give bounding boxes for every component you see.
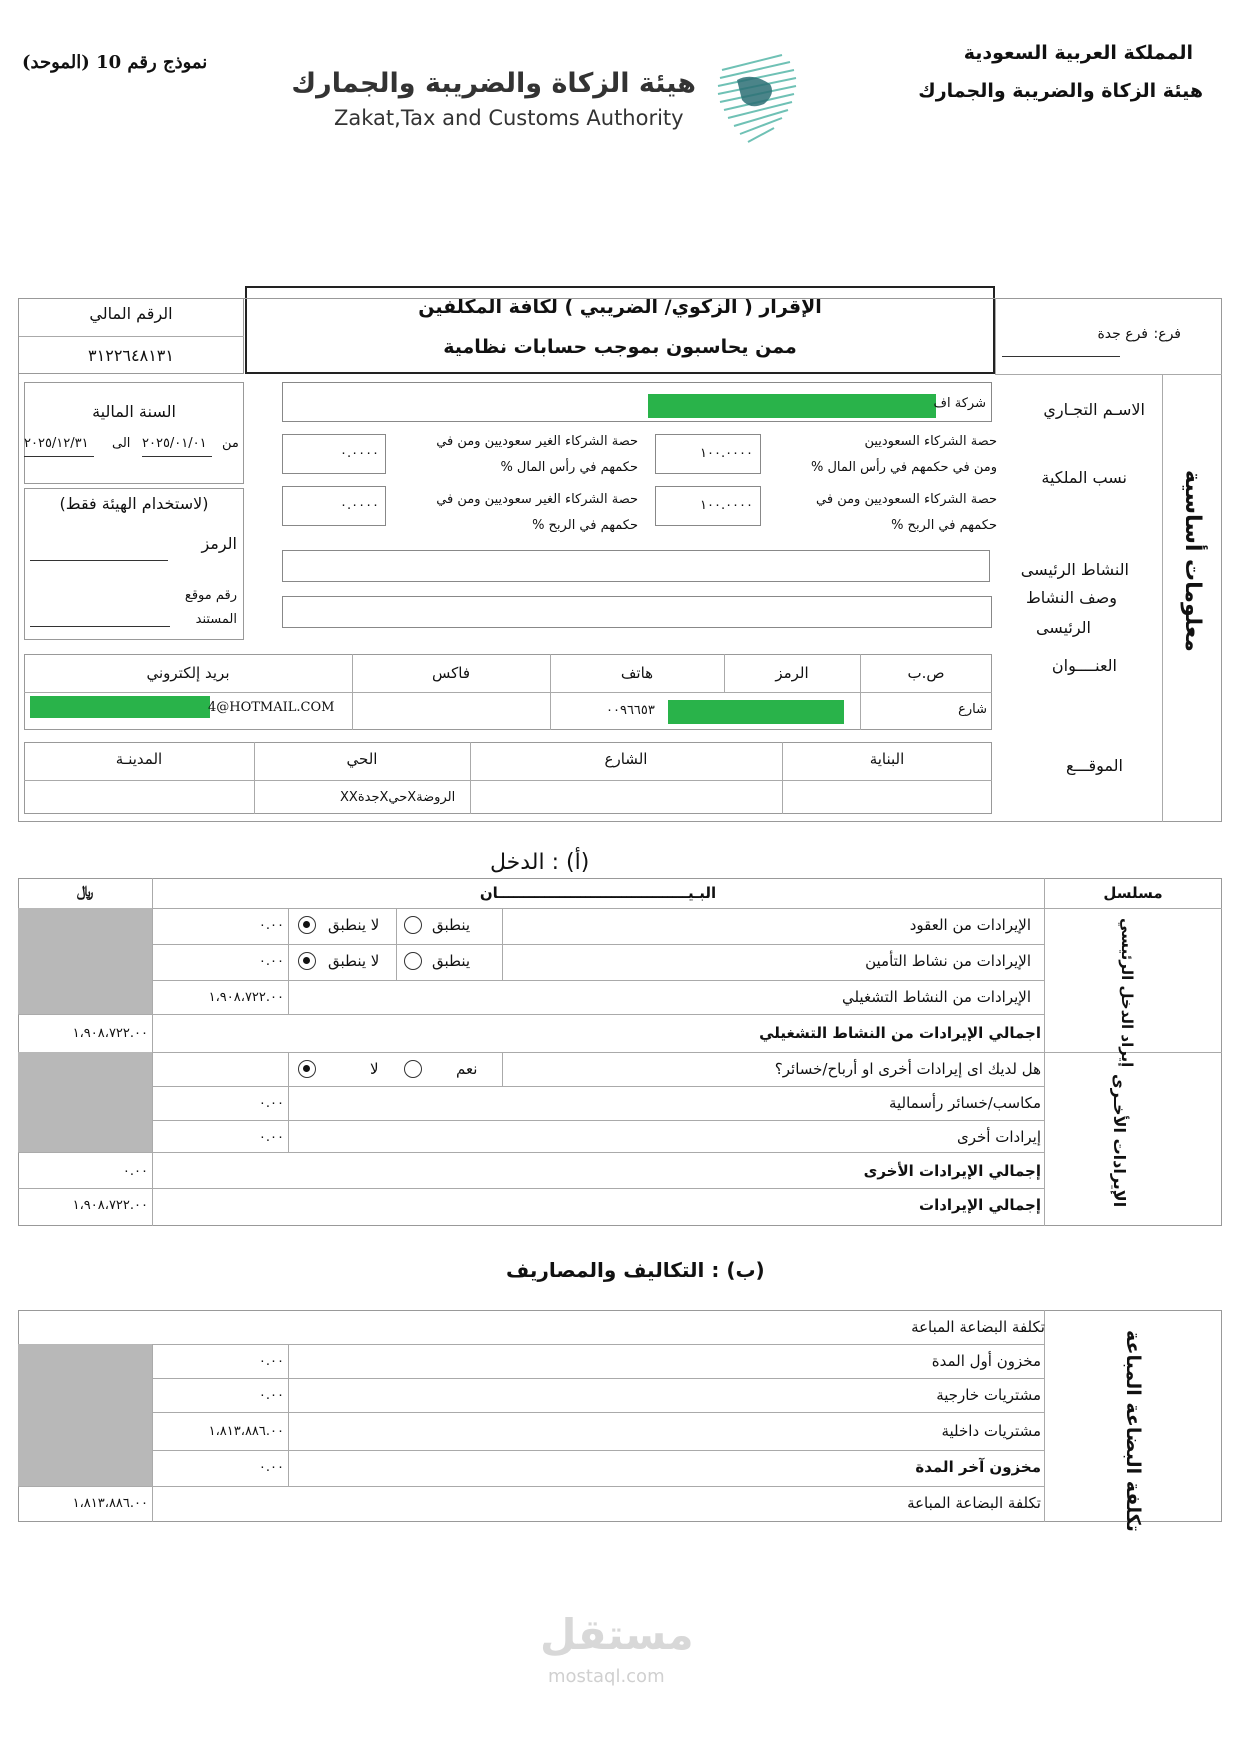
row2-applies-radio[interactable] xyxy=(404,952,422,970)
form-number: نموذج رقم 10 (الموحد) xyxy=(22,52,208,73)
income-row-4-value: ١،٩٠٨،٧٢٢.٠٠ xyxy=(72,1026,148,1041)
row2-applies-label: ينطبق xyxy=(432,952,471,970)
costs-row-4-value: ١،٨١٣،٨٨٦.٠٠ xyxy=(208,1424,284,1439)
zatca-logo-icon xyxy=(712,50,802,150)
kingdom-label: المملكة العربية السعودية xyxy=(963,42,1193,64)
title-line1: الإقرار ( الزكوي/ الضريبي ) لكافة المكلفين xyxy=(418,296,822,318)
income-row-3-value: ١،٩٠٨،٧٢٢.٠٠ xyxy=(208,990,284,1005)
watermark-ar: مستقل xyxy=(540,1610,694,1659)
non-saudi-profit-value: ٠.٠٠٠٠ xyxy=(340,498,380,513)
income-row-2-value: ٠.٠٠ xyxy=(258,954,284,969)
fiscal-year-box xyxy=(24,382,244,484)
non-saudi-capital-label-1: حصة الشركاء الغير سعوديين ومن في xyxy=(436,434,638,449)
costs-row-5-value: ٠.٠٠ xyxy=(258,1460,284,1475)
main-income-group-label: إيراد الدخل الرئيسي xyxy=(1118,918,1136,1068)
costs-row-6-label: تكلفة البضاعة المباعة xyxy=(907,1494,1041,1512)
non-saudi-capital-value: ٠.٠٠٠٠ xyxy=(340,446,380,461)
costs-title: (ب) : التكاليف والمصاريف xyxy=(506,1258,765,1282)
costs-row-2-label: مخزون أول المدة xyxy=(931,1352,1041,1370)
branch-value: فرع جدة xyxy=(1097,326,1148,342)
saudi-capital-label-1: حصة الشركاء السعوديين xyxy=(864,434,997,449)
no-label: لا xyxy=(370,1060,379,1078)
to-label: الى xyxy=(112,436,131,451)
costs-row-2-value: ٠.٠٠ xyxy=(258,1354,284,1369)
income-row-4-label: اجمالي الإيرادات من النشاط التشغيلي xyxy=(759,1024,1041,1042)
costs-row-3-label: مشتريات خارجية xyxy=(936,1386,1041,1404)
fiscal-year-label: السنة المالية xyxy=(92,402,176,421)
code-label: الرمز xyxy=(201,534,237,553)
income-title: (أ) : الدخل xyxy=(490,850,590,875)
from-label: من xyxy=(222,436,239,451)
income-row-6-label: مكاسب/خسائر رأسمالية xyxy=(888,1094,1041,1112)
postal-code-header: الرمز xyxy=(775,664,809,682)
currency-header: ﷼ xyxy=(76,882,94,900)
statement-header: البـيـــــــــــــــــــــــــــــــــــــان xyxy=(479,884,717,902)
main-activity-input[interactable] xyxy=(282,550,990,582)
income-row-7-label: إيرادات أخرى xyxy=(957,1128,1041,1146)
doc-location-label-1: رقم موقع xyxy=(184,588,237,603)
tax-number-value: ٣١٢٢٦٤٨١٣١ xyxy=(88,346,174,365)
fax-header: فاكس xyxy=(431,664,470,682)
phone-value[interactable]: ٠٠٩٦٦٥٣ xyxy=(606,703,655,718)
title-line2: ممن يحاسبون بموجب حسابات نظامية xyxy=(443,336,797,358)
branch-label: فرع: xyxy=(1153,326,1181,342)
to-date[interactable]: ٢٠٢٥/١٢/٣١ xyxy=(24,436,89,451)
income-row-1-value: ٠.٠٠ xyxy=(258,918,284,933)
activity-desc-label-1: وصف النشاط xyxy=(1025,588,1117,607)
serial-header: مسلسل xyxy=(1103,884,1163,902)
email-header: بريد إلكتروني xyxy=(146,664,230,682)
costs-row-5-label: مخزون آخر المدة xyxy=(915,1458,1041,1476)
location-label: الموقـــع xyxy=(1065,756,1123,775)
po-box-header: ص.ب xyxy=(907,664,945,682)
row1-applies-radio[interactable] xyxy=(404,916,422,934)
costs-row-3-value: ٠.٠٠ xyxy=(258,1388,284,1403)
watermark-en: mostaql.com xyxy=(548,1666,665,1687)
income-row-8-label: إجمالي الإيرادات الأخرى xyxy=(863,1162,1041,1180)
district-value[interactable]: XXجدةXحيXالروضة xyxy=(340,790,456,805)
costs-row-1-label: تكلفة البضاعة المباعة xyxy=(911,1318,1045,1336)
ownership-label: نسب الملكية xyxy=(1041,468,1127,487)
building-header: البناية xyxy=(869,750,905,768)
trade-name-value: شركة اف xyxy=(933,396,986,411)
authority-name-right: هيئة الزكاة والضريبة والجمارك xyxy=(918,80,1203,102)
saudi-profit-value: ١٠٠.٠٠٠٠ xyxy=(700,498,754,513)
saudi-capital-value: ١٠٠.٠٠٠٠ xyxy=(700,446,754,461)
saudi-profit-label-2: حكمهم في الربح % xyxy=(891,518,997,533)
yes-label: نعم xyxy=(456,1060,478,1078)
phone-header: هاتف xyxy=(620,664,654,682)
income-row-7-value: ٠.٠٠ xyxy=(258,1130,284,1145)
authority-name-en: Zakat,Tax and Customs Authority xyxy=(334,106,684,130)
activity-desc-input[interactable] xyxy=(282,596,992,628)
income-row-3-label: الإيرادات من النشاط التشغيلي xyxy=(841,988,1031,1006)
costs-row-4-label: مشتريات داخلية xyxy=(941,1422,1041,1440)
cogs-group-label: تكلفة البضاعة المباعة xyxy=(1122,1330,1144,1532)
other-income-group-label: الإيرادات الأخـرى xyxy=(1110,1074,1129,1208)
redacted-phone xyxy=(668,700,844,724)
basic-info-section-label: معلومات أساسية xyxy=(1180,470,1205,652)
zatca-logo xyxy=(712,50,802,150)
district-header: الحي xyxy=(346,750,378,768)
other-income-yes-radio[interactable] xyxy=(404,1060,422,1078)
street-header: الشارع xyxy=(604,750,648,768)
row2-not-applies-label: لا ينطبق xyxy=(328,952,380,970)
street-label: شارع xyxy=(958,702,987,717)
redacted-email xyxy=(30,696,210,718)
doc-location-label-2: المستند xyxy=(195,612,237,627)
address-label: العنــــوان xyxy=(1051,656,1117,675)
row1-not-applies-radio[interactable] xyxy=(298,916,316,934)
city-header: المدينـة xyxy=(115,750,163,768)
costs-table xyxy=(18,1310,1222,1522)
saudi-profit-label-1: حصة الشركاء السعوديين ومن في xyxy=(816,492,997,507)
email-value[interactable]: 4@HOTMAIL.COM xyxy=(208,700,335,715)
income-row-1-label: الإيرادات من العقود xyxy=(909,916,1031,934)
row1-not-applies-label: لا ينطبق xyxy=(328,916,380,934)
from-date[interactable]: ٢٠٢٥/٠١/٠١ xyxy=(142,436,207,451)
main-activity-label: النشاط الرئيسى xyxy=(1020,560,1129,579)
row1-applies-label: ينطبق xyxy=(432,916,471,934)
income-row-5-label: هل لديك اى إيرادات أخرى او أرباح/خسائر؟ xyxy=(774,1060,1041,1078)
income-row-8-value: ٠.٠٠ xyxy=(122,1164,148,1179)
non-saudi-profit-label-2: حكمهم في الربح % xyxy=(532,518,638,533)
costs-row-6-value: ١،٨١٣،٨٨٦.٠٠ xyxy=(72,1496,148,1511)
income-row-2-label: اﻹيرادات من نشاط التأمين xyxy=(865,952,1031,970)
income-row-6-value: ٠.٠٠ xyxy=(258,1096,284,1111)
non-saudi-profit-label-1: حصة الشركاء الغير سعوديين ومن في xyxy=(436,492,638,507)
authority-name-ar: هيئة الزكاة والضريبة والجمارك xyxy=(291,68,696,99)
trade-name-label: الاسـم التجـاري xyxy=(1043,400,1145,419)
saudi-capital-label-2: ومن في حكمهم في رأس المال % xyxy=(810,460,997,475)
code-field[interactable] xyxy=(30,560,168,561)
row2-not-applies-radio[interactable] xyxy=(298,952,316,970)
tax-number-label: الرقم المالي xyxy=(89,304,173,323)
income-row-9-label: إجمالي الإيرادات xyxy=(919,1196,1041,1214)
non-saudi-capital-label-2: حكمهم في رأس المال % xyxy=(500,460,638,475)
activity-desc-label-2: الرئيسى xyxy=(1035,618,1091,637)
other-income-no-radio[interactable] xyxy=(298,1060,316,1078)
income-row-9-value: ١،٩٠٨،٧٢٢.٠٠ xyxy=(72,1198,148,1213)
doc-location-field[interactable] xyxy=(30,626,170,627)
authority-use-label: (لاستخدام الهيئة فقط) xyxy=(59,494,209,513)
redacted-trade-name xyxy=(648,394,936,418)
